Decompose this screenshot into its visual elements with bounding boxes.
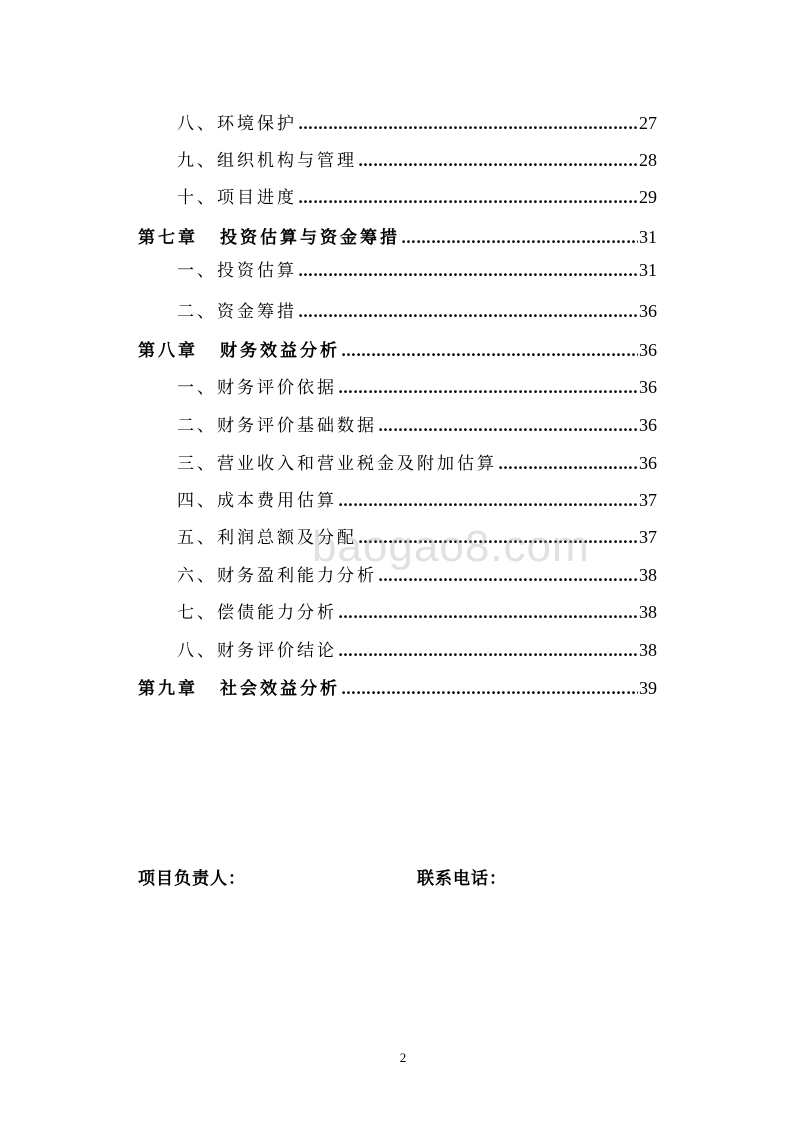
toc-chapter-title: 财务效益分析: [220, 341, 340, 361]
toc-entry-page: 38: [639, 602, 657, 622]
toc-entry[interactable]: [177, 486, 657, 514]
toc-dot-leader: [358, 524, 638, 552]
toc-entry-title: 五、利润总额及分配: [177, 528, 357, 548]
toc-entry-title: 九、组织机构与管理: [177, 151, 357, 171]
toc-dot-leader: [338, 374, 638, 402]
toc-entry-page: 36: [639, 377, 657, 397]
toc-entry-title: 二、财务评价基础数据: [177, 416, 377, 436]
toc-entry-page: 31: [639, 227, 657, 247]
toc-entry[interactable]: [177, 598, 657, 626]
toc-entry-page: 29: [639, 187, 657, 207]
toc-dot-leader: [341, 337, 638, 365]
toc-entry-title: 一、财务评价依据: [177, 378, 337, 398]
toc-entry-page: 28: [639, 150, 657, 170]
signature-fields: [138, 864, 658, 894]
contact-phone-label: 联系电话：: [417, 869, 507, 889]
toc-entry-title: 八、财务评价结论: [177, 641, 337, 661]
toc-dot-leader: [401, 224, 638, 252]
toc-dot-leader: [341, 675, 638, 703]
toc-entry[interactable]: [177, 636, 657, 664]
toc-dot-leader: [338, 487, 638, 515]
toc-chapter-number: 第八章: [138, 341, 198, 361]
toc-dot-leader: [298, 257, 638, 285]
toc-chapter-number: 第七章: [138, 228, 198, 248]
toc-entry-page: 36: [639, 301, 657, 321]
toc-dot-leader: [298, 184, 638, 212]
toc-entry-title: 二、资金筹措: [177, 302, 297, 322]
toc-entry-page: 36: [639, 415, 657, 435]
toc-entry[interactable]: [177, 449, 657, 477]
toc-entry-page: 31: [639, 260, 657, 280]
toc-entry-title: 三、营业收入和营业税金及附加估算: [177, 454, 497, 474]
toc-entry-page: 38: [639, 640, 657, 660]
page-number: 2: [399, 1050, 407, 1065]
toc-entry[interactable]: [177, 183, 657, 211]
project-leader-label: 项目负责人：: [138, 869, 246, 889]
toc-chapter-entry[interactable]: [138, 223, 657, 251]
toc-entry-title: 十、项目进度: [177, 188, 297, 208]
toc-chapter-title: 社会效益分析: [220, 679, 340, 699]
toc-chapter-entry[interactable]: [138, 674, 657, 702]
toc-chapter-number: 第九章: [138, 679, 198, 699]
toc-entry-page: 27: [639, 113, 657, 133]
toc-entry[interactable]: [177, 256, 657, 284]
toc-entry-title: 一、投资估算: [177, 261, 297, 281]
watermark: baogao8.com: [312, 522, 590, 571]
toc-dot-leader: [378, 562, 638, 590]
toc-entry[interactable]: [177, 109, 657, 137]
toc-entry[interactable]: [177, 523, 657, 551]
toc-dot-leader: [338, 599, 638, 627]
toc-entry[interactable]: [177, 146, 657, 174]
toc-entry-page: 37: [639, 527, 657, 547]
toc-entry[interactable]: [177, 373, 657, 401]
toc-dot-leader: [358, 147, 638, 175]
toc-entry-title: 七、偿债能力分析: [177, 603, 337, 623]
toc-chapter-title: 投资估算与资金筹措: [220, 228, 400, 248]
toc-entry[interactable]: [177, 411, 657, 439]
toc-entry-title: 八、环境保护: [177, 114, 297, 134]
toc-dot-leader: [298, 298, 638, 326]
toc-entry-page: 36: [639, 453, 657, 473]
toc-dot-leader: [378, 412, 638, 440]
toc-entry-title: 四、成本费用估算: [177, 491, 337, 511]
toc-entry[interactable]: [177, 297, 657, 325]
toc-dot-leader: [498, 450, 638, 478]
toc-entry-page: 39: [639, 678, 657, 698]
toc-dot-leader: [338, 637, 638, 665]
toc-chapter-entry[interactable]: [138, 336, 657, 364]
toc-dot-leader: [298, 110, 638, 138]
toc-entry-page: 38: [639, 565, 657, 585]
toc-entry-page: 36: [639, 340, 657, 360]
toc-entry[interactable]: [177, 561, 657, 589]
toc-entry-page: 37: [639, 490, 657, 510]
toc-entry-title: 六、财务盈利能力分析: [177, 566, 377, 586]
